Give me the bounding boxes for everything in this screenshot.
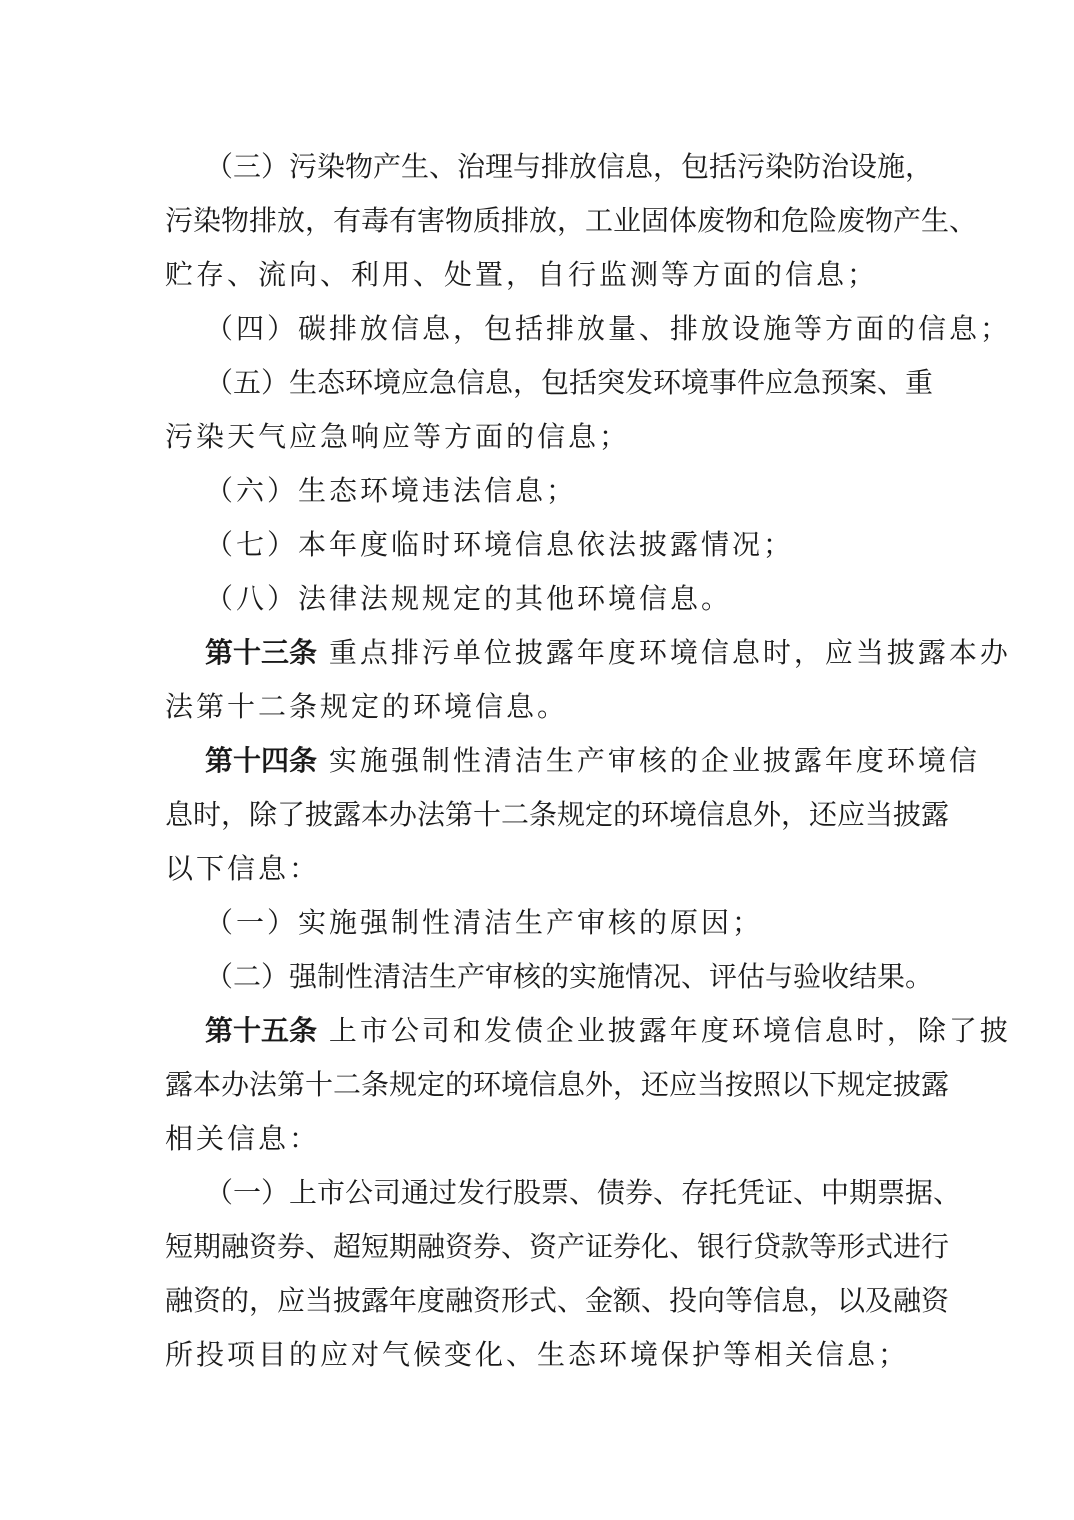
article-15-line-3: 相关信息： bbox=[165, 1122, 321, 1155]
document-page bbox=[165, 140, 1012, 1382]
article-15-item-1-line: 融资的，应当披露年度融资形式、金额、投向等信息，以及融资 bbox=[165, 1284, 950, 1317]
paragraph-line: （三）污染物产生、治理与排放信息，包括污染防治设施， bbox=[205, 150, 934, 183]
article-13-line-1 bbox=[165, 626, 1011, 680]
article-15-item-1-line: 短期融资券、超短期融资券、资产证券化、银行贷款等形式进行 bbox=[165, 1230, 950, 1263]
paragraph-line: （六）生态环境违法信息； bbox=[205, 474, 578, 507]
article-14-item-1: （一）实施强制性清洁生产审核的原因； bbox=[205, 906, 764, 939]
paragraph-line: （七）本年度临时环境信息依法披露情况； bbox=[205, 528, 795, 561]
article-15-line-2: 露本办法第十二条规定的环境信息外，还应当按照以下规定披露 bbox=[165, 1068, 950, 1101]
paragraph-line: 污染天气应急响应等方面的信息； bbox=[165, 420, 631, 453]
article-15-line-1 bbox=[165, 1004, 1011, 1058]
article-14-line-2: 息时，除了披露本办法第十二条规定的环境信息外，还应当披露 bbox=[165, 798, 950, 831]
article-15-item-1-line: （一）上市公司通过发行股票、债券、存托凭证、中期票据、 bbox=[205, 1176, 962, 1209]
article-14-line-1 bbox=[165, 734, 980, 788]
article-15-item-1-line: 所投项目的应对气候变化、生态环境保护等相关信息； bbox=[165, 1338, 910, 1371]
article-13-text: 重点排污单位披露年度环境信息时，应当披露本办 bbox=[328, 636, 1011, 669]
article-14-line-3: 以下信息： bbox=[165, 852, 321, 885]
article-13-label: 第十三条 bbox=[205, 636, 318, 669]
paragraph-line: （四）碳排放信息，包括排放量、排放设施等方面的信息； bbox=[205, 312, 1012, 345]
article-14-label: 第十四条 bbox=[205, 744, 318, 777]
paragraph-line: 贮存、流向、利用、处置，自行监测等方面的信息； bbox=[165, 258, 879, 291]
paragraph-line: （五）生态环境应急信息，包括突发环境事件应急预案、重 bbox=[205, 366, 934, 399]
article-15-label: 第十五条 bbox=[205, 1014, 318, 1047]
paragraph-line: （八）法律法规规定的其他环境信息。 bbox=[205, 582, 733, 615]
article-15-text: 上市公司和发债企业披露年度环境信息时，除了披 bbox=[328, 1014, 1011, 1047]
article-13-line-2: 法第十二条规定的环境信息。 bbox=[165, 690, 569, 723]
paragraph-line: 污染物排放，有毒有害物质排放，工业固体废物和危险废物产生、 bbox=[165, 204, 978, 237]
article-14-item-2: （二）强制性清洁生产审核的实施情况、评估与验收结果。 bbox=[205, 960, 934, 993]
article-14-text: 实施强制性清洁生产审核的企业披露年度环境信 bbox=[328, 744, 980, 777]
